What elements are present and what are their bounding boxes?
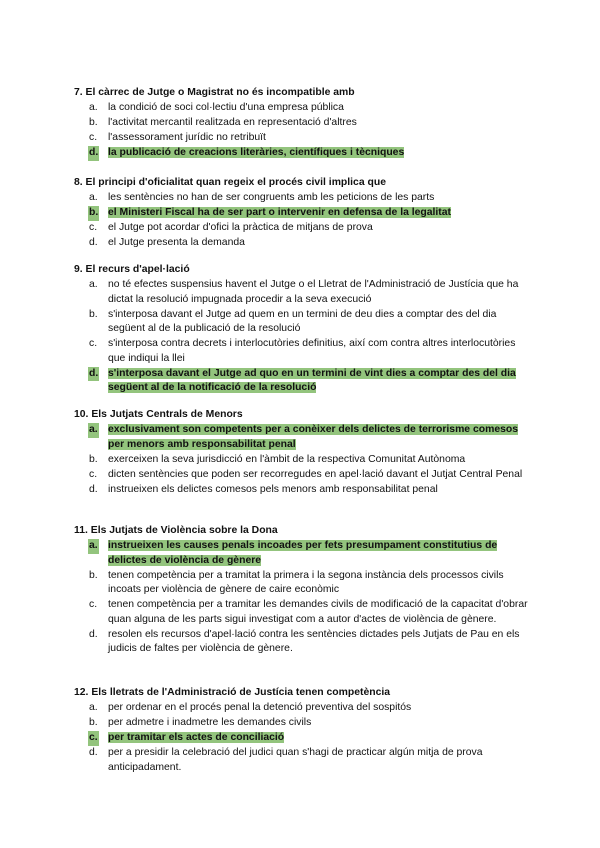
option-a: a. per ordenar en el procés penal la detenció preventiva del sospitós bbox=[89, 702, 412, 713]
option-c: c. dicten sentències que poden ser recorregudes en apel·lació davant el Jutjat Central Penal bbox=[89, 468, 523, 480]
option-a-correct: a. exclusivament son competents per a conèixer dels delictes de terrorisme comesos per menors amb responsabilitat penal bbox=[89, 424, 519, 450]
option-c: c. l'assessorament jurídic no retribuït bbox=[89, 132, 266, 143]
answer-options bbox=[74, 191, 534, 251]
answer-options bbox=[74, 539, 534, 657]
question-7 bbox=[74, 86, 534, 161]
question-title: 9. El recurs d'apel·lació bbox=[74, 264, 190, 275]
question-title: 7. El càrrec de Jutge o Magistrat no és incompatible amb bbox=[74, 87, 355, 98]
question-9 bbox=[74, 263, 534, 396]
question-title: 11. Els Jutjats de Violència sobre la Dona bbox=[74, 525, 278, 536]
question-8 bbox=[74, 176, 534, 251]
question-title: 10. Els Jutjats Centrals de Menors bbox=[74, 409, 243, 420]
option-b: b. s'interposa davant el Jutge ad quem en un termini de deu dies a comptar des del dia següent al de la publicació de la resolució bbox=[89, 308, 497, 334]
answer-options bbox=[74, 701, 534, 775]
question-title: 12. Els lletrats de l'Administració de Justícia tenen competència bbox=[74, 687, 391, 698]
option-c-correct: c. per tramitar els actes de conciliació bbox=[74, 731, 534, 746]
answer-options bbox=[74, 423, 534, 497]
option-a: a. no té efectes suspensius havent el Jutge o el Lletrat de l'Administració de Justícia que ha dictat la resolució impugnada procedir a la seva execució bbox=[89, 279, 519, 305]
question-11 bbox=[74, 524, 534, 657]
option-d: d. instrueixen els delictes comesos pels menors amb responsabilitat penal bbox=[89, 483, 438, 495]
option-c: c. el Jutge pot acordar d'ofici la pràctica de mitjans de prova bbox=[89, 222, 373, 233]
option-b: b. tenen competència per a tramitat la primera i la segona instància dels processos civils incoats per violència de gènere de caire econòmic bbox=[89, 569, 504, 595]
option-a: a. la condició de soci col·lectiu d'una empresa pública bbox=[89, 102, 344, 113]
option-c: c. tenen competència per a tramitar les demandes civils de modificació de la capacitat d'obrar quan alguna de les parts sigui investigat com a autor d'actes de violència de gènere. bbox=[89, 599, 528, 625]
option-c: c. s'interposa contra decrets i interlocutòries definitius, així com contra altres interlocutòries que indiqui la llei bbox=[89, 338, 516, 364]
option-d-correct: d. la publicació de creacions literàries, científiques i tècniques bbox=[74, 146, 534, 161]
option-a-correct: a. instrueixen les causes penals incoades per fets presumpament constitutius de delictes de violència de gènere bbox=[89, 540, 498, 566]
answer-options bbox=[74, 101, 534, 161]
option-b: b. l'activitat mercantil realitzada en representació d'altres bbox=[89, 117, 357, 128]
question-12 bbox=[74, 686, 534, 776]
question-10 bbox=[74, 408, 534, 498]
option-b: b. exerceixen la seva jurisdicció en l'àmbit de la respectiva Comunitat Autònoma bbox=[89, 453, 466, 465]
option-b-correct: b. el Ministeri Fiscal ha de ser part o intervenir en defensa de la legalitat bbox=[74, 206, 534, 221]
answer-options bbox=[74, 278, 534, 396]
option-d: d. per a presidir la celebració del judici quan s'hagi de practicar algún mitja de prova anticipadament. bbox=[89, 747, 483, 773]
option-a: a. les sentències no han de ser congruents amb les peticions de les parts bbox=[89, 192, 435, 203]
option-d-correct: d. s'interposa davant el Jutge ad quo en un termini de vint dies a comptar des del dia següent al de la notificació de la resolució bbox=[89, 367, 516, 393]
option-b: b. per admetre i inadmetre les demandes civils bbox=[89, 717, 312, 728]
question-title: 8. El principi d'oficialitat quan regeix el procés civil implica que bbox=[74, 177, 386, 188]
option-d: d. el Jutge presenta la demanda bbox=[89, 237, 245, 248]
option-d: d. resolen els recursos d'apel·lació contra les sentències dictades pels Jutjats de Pau en els judicis de faltes per violència de gènere. bbox=[89, 628, 520, 654]
